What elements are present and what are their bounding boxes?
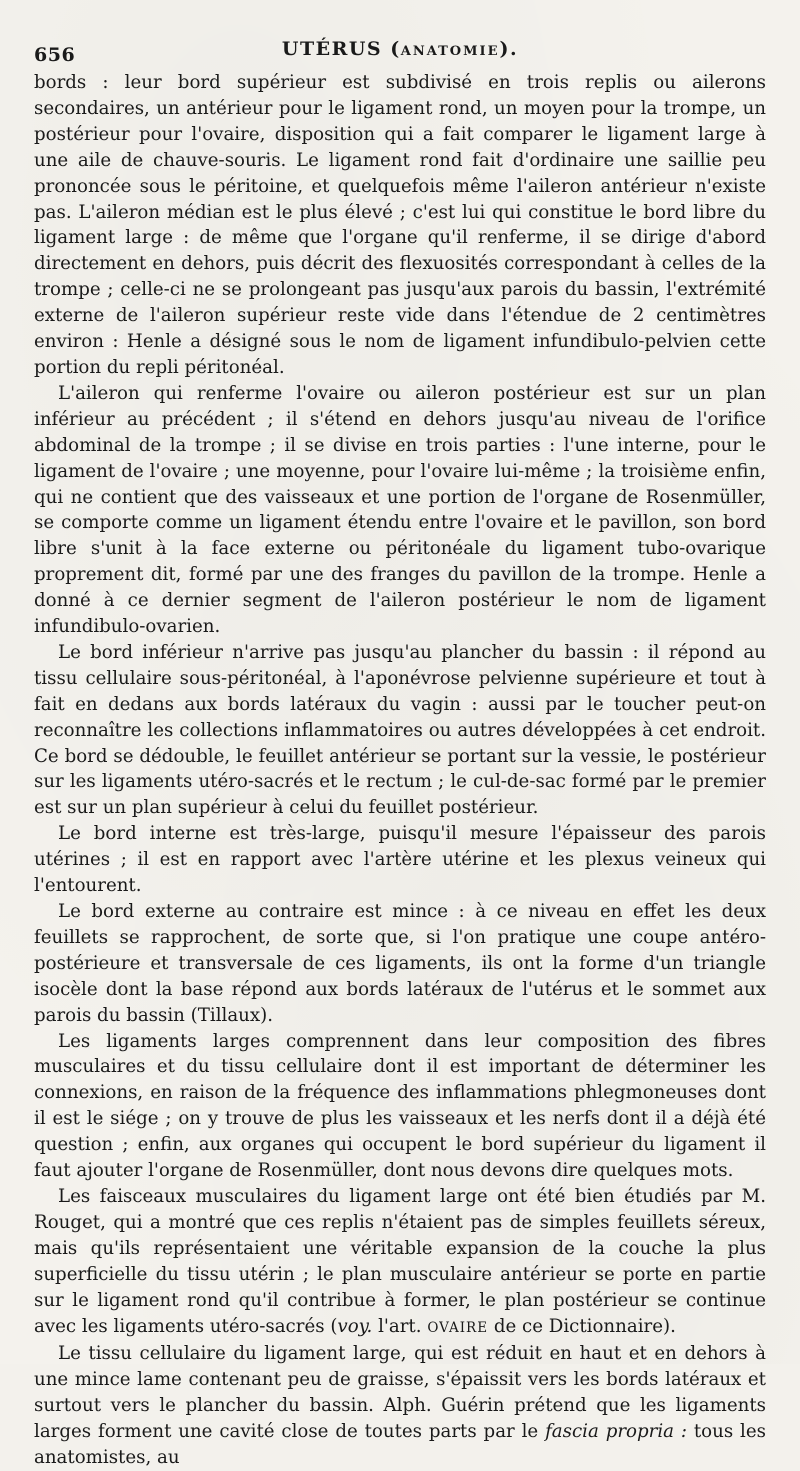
running-title-open: ( xyxy=(382,38,401,60)
paragraph-5: Le bord externe au contraire est mince : à ce niveau en effet les deux feuillets se rapprochent, de sorte que, si l'on pratique une coupe antéro-postérieure et transversale de ces ligaments, ils ont la forme d'un triangle isocèle dont la base répond aux bords latéraux de l'utérus et le sommet aux parois du bassin (Tillaux). xyxy=(34,901,766,1026)
paragraph-6: Les ligaments larges comprennent dans leur composition des fibres musculaires et du tissu cellulaire dont il est important de déterminer les connexions, en raison de la fréquence des inflammations phlegmoneuses dont il est le siége ; on y trouve de plus les vaisseaux et les nerfs dont il a déjà été question ; enfin, aux organes qui occupent le bord supérieur du ligament il faut ajouter l'organe de Rosenmüller, dont nous devons dire quelques mots. xyxy=(34,1030,766,1182)
paragraph-4: Le bord interne est très-large, puisqu'il mesure l'épaisseur des parois utérines ; il est en rapport avec l'artère utérine et les plexus veineux qui l'entourent. xyxy=(34,823,766,897)
paragraph-1: bords : leur bord supérieur est subdivisé en trois replis ou ailerons secondaires, un antérieur pour le ligament rond, un moyen pour la trompe, un postérieur pour l'ovaire, disposition qui a fait comparer le ligament large à une aile de chauve-souris. Le ligament rond fait d'ordinaire une saillie peu prononcée sous le péritoine, et quelquefois même l'aileron antérieur n'existe pas. L'aileron médian est le plus élevé ; c'est lui qui constitue le bord libre du ligament large : de même que l'organe qu'il renferme, il se dirige d'abord directement en dehors, puis décrit des flexuosités correspondant à celles de la trompe ; celle-ci ne se prolongeant pas jusqu'aux parois du bassin, l'extrémité externe de l'aileron supérieur reste vide dans l'étendue de 2 centimètres environ : Henle a désigné sous le nom de ligament infundibulo-pelvien cette portion du repli péritonéal. xyxy=(34,72,766,378)
running-title-close: ). xyxy=(499,38,519,60)
paragraph-8-fascia: fascia propria : xyxy=(545,1421,687,1443)
paragraph-8-text-b: tous les anatomistes, au xyxy=(34,1421,766,1469)
running-title xyxy=(34,38,766,60)
paragraph-7-text-b: l'art. xyxy=(372,1315,428,1337)
paragraph-7 xyxy=(34,1184,766,1341)
paragraph-7-text-c: de ce Dictionnaire). xyxy=(488,1315,676,1337)
paragraph-7-text-a: Les faisceaux musculaires du ligament large ont été bien étudiés par M. Rouget, qui a montré que ces replis n'étaient pas de simples feuillets séreux, mais qu'ils représentaient une véritable expansion de la couche la plus superficielle du tissu utérin ; le plan musculaire antérieur se porte en partie sur le ligament rond qu'il contribue à former, le plan postérieur se continue avec les ligaments utéro-sacrés ( xyxy=(34,1185,766,1337)
running-title-main: UTÉRUS xyxy=(281,38,383,60)
paragraph-7-ovaire: OVAIRE xyxy=(427,1319,489,1336)
page-number: 656 xyxy=(34,44,76,66)
paragraph-3: Le bord inférieur n'arrive pas jusqu'au plancher du bassin : il répond au tissu cellulaire sous-péritonéal, à l'aponévrose pelvienne supérieure et tout à fait en dedans aux bords latéraux du vagin : aussi par le toucher peut-on reconnaître les collections inflammatoires ou autres développées à cet endroit. Ce bord se dédouble, le feuillet antérieur se portant sur la vessie, le postérieur sur les ligaments utéro-sacrés et le rectum ; le cul-de-sac formé par le premier est sur un plan supérieur à celui du feuillet postérieur. xyxy=(34,641,766,819)
paragraph-2: L'aileron qui renferme l'ovaire ou aileron postérieur est sur un plan inférieur au précédent ; il s'étend en dehors jusqu'au niveau de l'orifice abdominal de la trompe ; il se divise en trois parties : l'une interne, pour le ligament de l'ovaire ; une moyenne, pour l'ovaire lui-même ; la troisième enfin, qui ne contient que des vaisseaux et une portion de l'organe de Rosenmüller, se comporte comme un ligament étendu entre l'ovaire et le pavillon, son bord libre s'unit à la face externe ou péritonéale du ligament tubo-ovarique proprement dit, formé par une des franges du pavillon de la trompe. Henle a donné à ce dernier segment de l'aileron postérieur le nom de ligament infundibulo-ovarien. xyxy=(34,382,766,638)
paragraph-8 xyxy=(34,1341,766,1471)
page-body xyxy=(34,70,766,1471)
page-header xyxy=(34,30,766,70)
running-title-sub: ANATOMIE xyxy=(400,44,500,59)
paragraph-8-text-a: Le tissu cellulaire du ligament large, qui est réduit en haut et en dehors à une mince lame contenant peu de graisse, s'épaissit vers les bords latéraux et surtout vers le plancher du bassin. Alph. Guérin prétend que les ligaments larges forment une cavité close de toutes parts par le xyxy=(34,1343,766,1443)
paragraph-7-voy: voy. xyxy=(337,1315,373,1337)
